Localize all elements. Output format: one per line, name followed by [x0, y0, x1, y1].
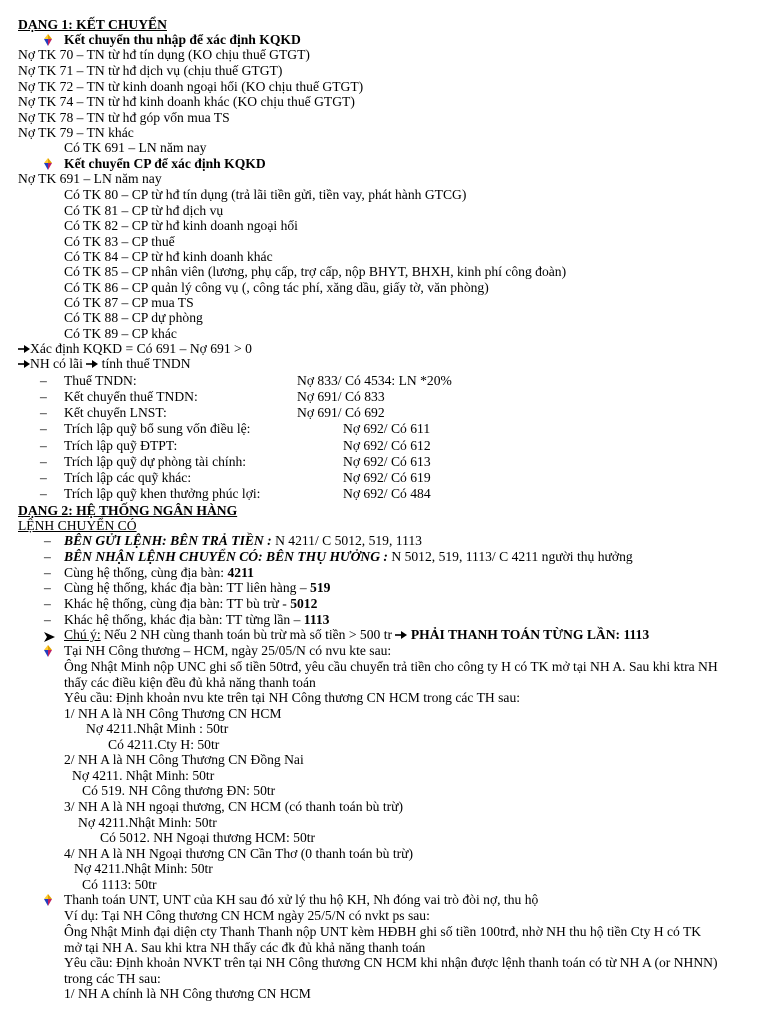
entry-label: Kết chuyển thuế TNDN: [64, 389, 198, 404]
text-line [64, 454, 246, 469]
line-text: Nếu 2 NH cùng thanh toán bù trừ mà số tiền > 500 tr [100, 627, 393, 642]
entry-value: Nợ 692/ Có 611 [343, 421, 431, 436]
dash-bullet: – [44, 580, 51, 595]
line-text: Nợ TK 74 – TN từ hđ kinh doanh khác (KO chịu thuế GTGT) [18, 94, 355, 109]
line-value: 5012 [290, 596, 318, 611]
line-text: Nợ 4211.Nhật Minh: 50tr [78, 815, 217, 830]
line-text: trong các TH sau: [64, 971, 161, 986]
dash-bullet: – [44, 596, 51, 611]
dash-bullet: – [40, 486, 47, 501]
dash-bullet: – [40, 373, 47, 388]
text-line [64, 659, 718, 674]
line-text: Có TK 88 – CP dự phòng [64, 310, 203, 325]
entry-label: Kết chuyển LNST: [64, 405, 167, 420]
text-line [18, 110, 230, 125]
text-line [64, 405, 167, 420]
dash-bullet: – [40, 421, 47, 436]
text-line [18, 341, 252, 357]
text-line [64, 373, 137, 388]
text-line [64, 612, 329, 627]
note-label: Chú ý: [64, 627, 101, 642]
entry-label: Trích lập quỹ ĐTPT: [64, 438, 178, 453]
text-line [64, 596, 317, 611]
line-text: 1/ NH A chính là NH Công thương CN HCM [64, 986, 311, 1001]
entry-label: Trích lập các quỹ khác: [64, 470, 192, 485]
line-value: N 5012, 519, 1113/ C 4211 người thụ hưởng [387, 549, 633, 564]
text-line [18, 518, 137, 533]
text-line [64, 187, 466, 202]
text-line [64, 264, 566, 279]
line-text: NH có lãi [30, 356, 83, 371]
text-line [64, 549, 633, 564]
text-line [64, 986, 311, 1001]
text-line [86, 721, 228, 736]
line-text: Có TK 89 – CP khác [64, 326, 177, 341]
text-line [64, 295, 194, 310]
line-text: Nợ TK 72 – TN từ kinh doanh ngoại hối (KO chịu thuế GTGT) [18, 79, 364, 94]
text-line [64, 438, 177, 453]
text-line [64, 249, 273, 264]
entry-label: Thuế TNDN: [64, 373, 137, 388]
text-line [64, 627, 649, 643]
line-text: mở tại NH A. Sau khi ktra NH thấy các đk đủ khả năng thanh toán [64, 940, 426, 955]
dash-bullet: – [44, 565, 51, 580]
text-line [64, 752, 304, 767]
dash-bullet: – [44, 533, 51, 548]
dash-bullet: – [44, 549, 51, 564]
text-line [64, 533, 422, 548]
line-text: Có 4211.Cty H: 50tr [108, 737, 220, 752]
dash-bullet: – [40, 454, 47, 469]
text-line [64, 580, 330, 595]
dash-bullet: – [40, 438, 47, 453]
text-line [74, 861, 213, 876]
line-text: 1/ NH A là NH Công Thương CN HCM [64, 706, 282, 721]
text-line [18, 171, 162, 186]
text-line [64, 924, 701, 939]
arrow-right-icon [18, 357, 30, 372]
text-line [64, 690, 520, 705]
entry-value: Nợ 692/ Có 613 [343, 454, 431, 469]
entry-value: Nợ 691/ Có 692 [297, 405, 385, 420]
line-text: Cùng hệ thống, cùng địa bàn: [64, 565, 228, 580]
line-text: Nợ TK 79 – TN khác [18, 125, 134, 140]
line-text: Ông Nhật Minh đại diện cty Thanh Thanh nộp UNT kèm HĐBH ghi số tiền 100trđ, nhờ NH thu hộ tiền Cty H có TK [64, 924, 702, 939]
line-text: Kết chuyển CP để xác định KQKD [64, 156, 266, 171]
text-line [64, 218, 298, 233]
line-text: 4/ NH A là NH Ngoại thương CN Cần Thơ (0 thanh toán bù trừ) [64, 846, 414, 861]
line-text: Tại NH Công thương – HCM, ngày 25/05/N có nvu kte sau: [64, 643, 392, 658]
entry-value: Nợ 692/ Có 619 [343, 470, 431, 485]
line-text: Kết chuyển thu nhập để xác định KQKD [64, 32, 301, 47]
line-text: Có TK 84 – CP từ hđ kinh doanh khác [64, 249, 273, 264]
text-line [64, 971, 161, 986]
text-line [18, 125, 134, 140]
text-line [64, 326, 177, 341]
line-text: Nợ 4211. Nhật Minh: 50tr [72, 768, 215, 783]
line-text: Có TK 85 – CP nhân viên (lương, phụ cấp, trợ cấp, nộp BHYT, BHXH, kinh phí công đoàn) [64, 264, 567, 279]
text-line [64, 706, 281, 721]
text-line [82, 783, 275, 798]
arrow-right-icon [86, 357, 98, 372]
entry-value: Nợ 692/ Có 484 [343, 486, 431, 501]
line-text: Ví dụ: Tại NH Công thương CN HCM ngày 25/5/N có nvkt ps sau: [64, 908, 430, 923]
diamond-bullet-icon [42, 645, 54, 661]
line-text: Có TK 691 – LN năm nay [64, 140, 207, 155]
text-line [64, 32, 301, 47]
line-text: Có TK 80 – CP từ hđ tín dụng (trả lãi tiền gửi, tiền vay, phát hành GTCG) [64, 187, 467, 202]
line-value: N 4211/ C 5012, 519, 1113 [271, 533, 422, 548]
text-line [18, 94, 355, 109]
text-line [64, 470, 191, 485]
line-text: Có 1113: 50tr [82, 877, 157, 892]
diamond-bullet-icon [42, 894, 54, 910]
dash-bullet: – [40, 389, 47, 404]
line-text: 2/ NH A là NH Công Thương CN Đồng Nai [64, 752, 304, 767]
text-line [64, 280, 489, 295]
text-line [100, 830, 315, 845]
text-line [78, 815, 217, 830]
line-text: Có 519. NH Công thương ĐN: 50tr [82, 783, 276, 798]
text-line [64, 310, 203, 325]
entry-value: Nợ 692/ Có 612 [343, 438, 431, 453]
line-text: LỆNH CHUYỂN CÓ [18, 518, 137, 533]
text-line [64, 421, 250, 436]
text-line [108, 737, 219, 752]
line-text: Thanh toán UNT, UNT của KH sau đó xử lý thu hộ KH, Nh đóng vai trò đòi nợ, thu hộ [64, 892, 539, 907]
text-line [64, 908, 430, 923]
line-text: Khác hệ thống, khác địa bàn: TT từng lần – [64, 612, 304, 627]
text-line [18, 63, 282, 78]
line-text: BÊN NHẬN LỆNH CHUYỂN CÓ: BÊN THỤ HƯỞNG : [64, 549, 388, 564]
text-line [18, 356, 191, 372]
dash-bullet: – [40, 470, 47, 485]
line-text: Yêu cầu: Định khoản nvu kte trên tại NH Công thương CN HCM trong các TH sau: [64, 690, 521, 705]
line-text: 3/ NH A là NH ngoại thương, CN HCM (có thanh toán bù trừ) [64, 799, 404, 814]
entry-label: Trích lập quỹ khen thưởng phúc lợi: [64, 486, 261, 501]
text-line [18, 47, 310, 62]
line-text: Nợ TK 70 – TN từ hđ tín dụng (KO chịu thuế GTGT) [18, 47, 310, 62]
line-text: Ông Nhật Minh nộp UNC ghi số tiền 50trđ, yêu cầu chuyển trả tiền cho công ty H có TK mở tại NH A. Sau khi ktra NH [64, 659, 718, 674]
text-line [64, 389, 198, 404]
entry-label: Trích lập quỹ bổ sung vốn điều lệ: [64, 421, 251, 436]
line-text: thấy các điều kiện đều đủ khả năng thanh toán [64, 675, 316, 690]
text-line [64, 799, 403, 814]
entry-value: Nợ 691/ Có 833 [297, 389, 385, 404]
line-text: Có TK 83 – CP thuế [64, 234, 175, 249]
text-line [18, 503, 237, 518]
line-text: Có TK 82 – CP từ hđ kinh doanh ngoại hối [64, 218, 298, 233]
text-line [64, 892, 538, 907]
text-line [82, 877, 157, 892]
line-value: 1113 [303, 612, 330, 627]
line-value: 4211 [227, 565, 254, 580]
line-text: Cùng hệ thống, khác địa bàn: TT liên hàng – [64, 580, 311, 595]
text-line [64, 643, 391, 658]
line-text: Nợ TK 691 – LN năm nay [18, 171, 162, 186]
line-text: Nợ 4211.Nhật Minh : 50tr [86, 721, 229, 736]
text-line [64, 846, 413, 861]
entry-value: Nợ 833/ Có 4534: LN *20% [297, 373, 452, 388]
text-line [64, 156, 266, 171]
text-line [64, 140, 206, 155]
line-text: Có 5012. NH Ngoại thương HCM: 50tr [100, 830, 316, 845]
dash-bullet: – [44, 612, 51, 627]
line-text: Có TK 87 – CP mua TS [64, 295, 194, 310]
entry-label: Trích lập quỹ dự phòng tài chính: [64, 454, 247, 469]
line-text: Nợ TK 71 – TN từ hđ dịch vụ (chịu thuế GTGT) [18, 63, 283, 78]
line-text: Nợ TK 78 – TN từ hđ góp vốn mua TS [18, 110, 230, 125]
line-text: Nợ 4211.Nhật Minh: 50tr [74, 861, 213, 876]
line-text: Khác hệ thống, cùng địa bàn: TT bù trừ - [64, 596, 291, 611]
text-line [18, 17, 167, 32]
line-text: DẠNG 2: HỆ THỐNG NGÂN HÀNG [18, 503, 238, 518]
text-line [64, 675, 316, 690]
text-line [64, 940, 425, 955]
dash-bullet: – [40, 405, 47, 420]
line-value: 519 [310, 580, 331, 595]
emphasis-text: PHẢI THANH TOÁN TỪNG LẦN: 1113 [410, 627, 650, 642]
text-line [72, 768, 214, 783]
text-line [64, 203, 223, 218]
text-line [64, 486, 260, 501]
text-line [64, 955, 718, 970]
text-line [64, 234, 175, 249]
line-text: Có TK 86 – CP quản lý công vụ (, công tác phí, xăng dầu, giấy tờ, văn phòng) [64, 280, 489, 295]
line-text: DẠNG 1: KẾT CHUYỂN [18, 17, 167, 32]
text-line [64, 565, 254, 580]
chevron-bullet-icon [44, 630, 55, 646]
line-text: BÊN GỬI LỆNH: BÊN TRẢ TIỀN : [64, 533, 272, 548]
line-text: Có TK 81 – CP từ hđ dịch vụ [64, 203, 224, 218]
line-text: Yêu cầu: Định khoản NVKT trên tại NH Công thương CN HCM khi nhận được lệnh thanh toán có từ NH A (or NHNN) [64, 955, 718, 970]
line-text: Xác định KQKD = Có 691 – Nợ 691 > 0 [30, 341, 252, 356]
text-line [18, 79, 363, 94]
arrow-right-icon [395, 628, 407, 643]
line-text: tính thuế TNDN [101, 356, 191, 371]
